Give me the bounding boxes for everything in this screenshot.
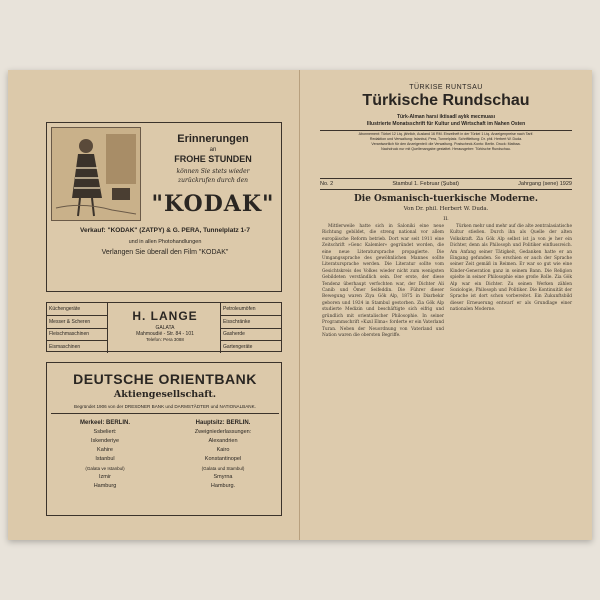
lange-city: GALATA	[155, 325, 175, 331]
orientbank-right-item: Konstantinopel	[204, 456, 242, 462]
article-column-1	[322, 224, 444, 339]
right-page	[300, 70, 592, 540]
orientbank-right-item: Zweigniederlassungen:	[194, 429, 252, 435]
orientbank-german-branches	[167, 419, 279, 491]
orientbank-left-item: (Galata ve Istanbul)	[85, 466, 125, 471]
orientbank-turkish-branches	[49, 419, 161, 491]
kodak-frohe-stunden: FROHE STUNDEN	[174, 154, 252, 164]
lange-phone: Telefon: Pera 3088	[146, 337, 184, 342]
magazine-subtitle-german: Illustrierte Monatsschrift für Kultur und Wirtschaft im Nahen Osten	[366, 121, 526, 127]
article-part-number: II.	[443, 216, 449, 222]
kodak-subline-1: können Sie stets wieder	[176, 168, 250, 175]
lange-right-item: Gasherde	[221, 329, 281, 342]
orientbank-left-item: Izmir	[99, 474, 111, 480]
orientbank-left-item: Kahire	[97, 447, 113, 453]
masthead-line: Verantwortlich für den Anzeigenteil: die Verwaltung. Postscheck-Konto: Berlin. Druck: Matbaa.	[371, 142, 521, 146]
article-column-2	[450, 224, 572, 314]
orientbank-right-item: Alexandrien	[208, 438, 238, 444]
issue-number: No. 2	[320, 181, 334, 187]
lange-left-item: Eismaschinen	[49, 344, 81, 351]
lange-address: Mahmoudié - Str. 84 - 101	[136, 331, 194, 337]
lange-left-item: Küchengeräte	[47, 303, 107, 316]
issue-date: Stambul 1. Februar (Şubat)	[392, 181, 459, 187]
article-title: Die Osmanisch-tuerkische Moderne.	[353, 194, 539, 204]
kodak-film-line: Verlangen Sie überall den Film "KODAK"	[101, 249, 229, 256]
orientbank-founded: Begründet 1906 von der DRESDNER BANK und DARMSTÄDTER und NATIONALBANK.	[74, 404, 256, 409]
orientbank-right-item: Hamburg.	[210, 483, 236, 489]
magazine-spread	[8, 70, 592, 540]
lange-left-item: Messer & Scheren	[47, 316, 107, 329]
magazine-title: Türkische Rundschau	[362, 92, 530, 109]
kodak-brand: "KODAK"	[151, 191, 275, 217]
kodak-an: an	[209, 147, 217, 153]
orientbank-left-item: Iskenderiye	[90, 438, 120, 444]
issue-year: Jahrgang (sene) 1929	[518, 181, 572, 187]
lange-right-item: Eisschränke	[221, 316, 281, 329]
kodak-sales-line: Verkauf: "KODAK" (ZATPY) & G. PERA, Tunnelplatz 1-7	[80, 227, 250, 234]
masthead-rule-top	[320, 130, 572, 131]
orientbank-title: DEUTSCHE ORIENTBANK	[73, 371, 257, 387]
orientbank-right-item: Smyrna	[213, 474, 233, 480]
lange-right-list	[220, 303, 281, 353]
orientbank-right-item: (Galata und Stambul)	[201, 466, 245, 471]
orientbank-right-item: Kairo	[216, 447, 230, 453]
masthead-line: Abonnement: Türkei 12 Ltq. jährlich, Ausland 16 RM. Einzelheft in der Türkei 1 Ltq. Anzeigenpreise nach Tarif.	[358, 132, 534, 136]
article-text: Türken mehr und mehr auf die alte zentralasiatische Kultur stießen. Durch ihn als Quelle der alten Volkskraft. Zia Gök Alp selbst ist ja von je her ein Dichter, denn als Philosoph und Politiker einflussreich. Am Anfang seiner Tätigkeit, Gedanken hatte er an Eingang gefunden. So erschien er auch der Sprache seiner Zeit gemäß in Reimen. Er war so gut wie eine Kinder-Generation ganz in seinem Bann. Die Religion spielte in seiner Philosophie eine große Rolle. Zia Gök Alp war ein Dichter. Zu seinen Werken zählen Soziologie, Philosoph und Politiker. Die Kontinuität der Sprache ist dort schon vorbereitet. Ein Zukunftsbild dieser Erneuerung entwarf er als Grundlage einer nationalen Moderne.	[450, 224, 572, 313]
lange-left-list	[47, 303, 108, 353]
issue-rule	[320, 189, 572, 190]
issue-info-row	[320, 181, 572, 187]
lange-name: H. LANGE	[132, 309, 198, 323]
kodak-advertisement	[46, 122, 282, 292]
orientbank-right-head: Hauptsitz: BERLIN.	[195, 420, 251, 426]
masthead-line: Redaktion und Verwaltung: Istanbul, Pera, Tunnelplatz. Schriftleitung: Dr. phil. Herbert W. Duda.	[369, 137, 523, 141]
orientbank-subtitle: Aktiengesellschaft.	[113, 389, 217, 400]
lange-advertisement	[46, 302, 282, 352]
orientbank-left-item: Hamburg	[93, 483, 117, 489]
lange-right-item: Gartengeräte	[223, 344, 253, 351]
orientbank-left-head: Merkeel: BERLIN.	[79, 420, 130, 426]
orientbank-left-item: Istanbul	[95, 456, 115, 462]
masthead-rule-bottom	[320, 178, 572, 179]
lange-left-item: Fleischmaschinen	[47, 329, 107, 342]
kodak-photo-shops: und in allen Photohandlungen	[128, 239, 202, 245]
kodak-subline-2: zurückrufen durch den	[178, 177, 248, 184]
magazine-subtitle-turkish: Türk-Alman harsi iktisadî aylık mecmuası	[396, 114, 496, 120]
masthead-info	[320, 132, 572, 152]
orientbank-advertisement	[46, 362, 282, 516]
kodak-headline: Erinnerungen	[177, 133, 249, 145]
article-text: Mittlerweile hatte sich in Saloniki eine neue Richtung gebildet, die streng national vor allem europäische Reform betrieb. Dort war seit 1911 eine Zeitschrift »Genc Kalemler« gegründet worden, die eine neue Literatursprache propagierte. Die Umgangssprache des gewöhnlichen Mannes sollte Literatursprache werden. Die Literatur sollte vom Gesichtskreis des Volkes wieder nicht zum wenigsten Gebildeten verständlich sein. Der erste, der diese Tendenz überhaupt verfochten war, der Dichter Ali Canib und Ömer Seifeddin. Die Führer dieser Bewegung waren Ziya Gök Alp, 1875 in Diarbekir geboren und 1924 in Stambul gestorben. Zia Gök Alp studierte Medizin und beschäftigte sich eifrig und gründlich mit orientalischer Philosophie. In seiner Programmschrift »Kızıl Elma« forderte er ein Vaterland Turan. Neben der Neuordnung von Vaterland und Nation waren die obersten Begriffe.	[322, 224, 444, 338]
masthead-line: Nachdruck nur mit Quellenangabe gestattet. Herausgeber: Türkische Rundschau.	[381, 147, 511, 151]
orientbank-left-item: Ssbeliert:	[93, 429, 117, 435]
lange-center	[107, 303, 223, 353]
kodak-illustration-image	[51, 127, 141, 221]
orientbank-divider	[51, 413, 279, 414]
article-author: Von Dr. phil. Herbert W. Duda.	[403, 206, 489, 212]
left-page	[8, 70, 300, 540]
woman-with-camera-drawing	[52, 128, 140, 220]
turkish-title: TÜRKISE RUNTSAU	[409, 84, 483, 91]
lange-right-item: Petroleumöfen	[221, 303, 281, 316]
